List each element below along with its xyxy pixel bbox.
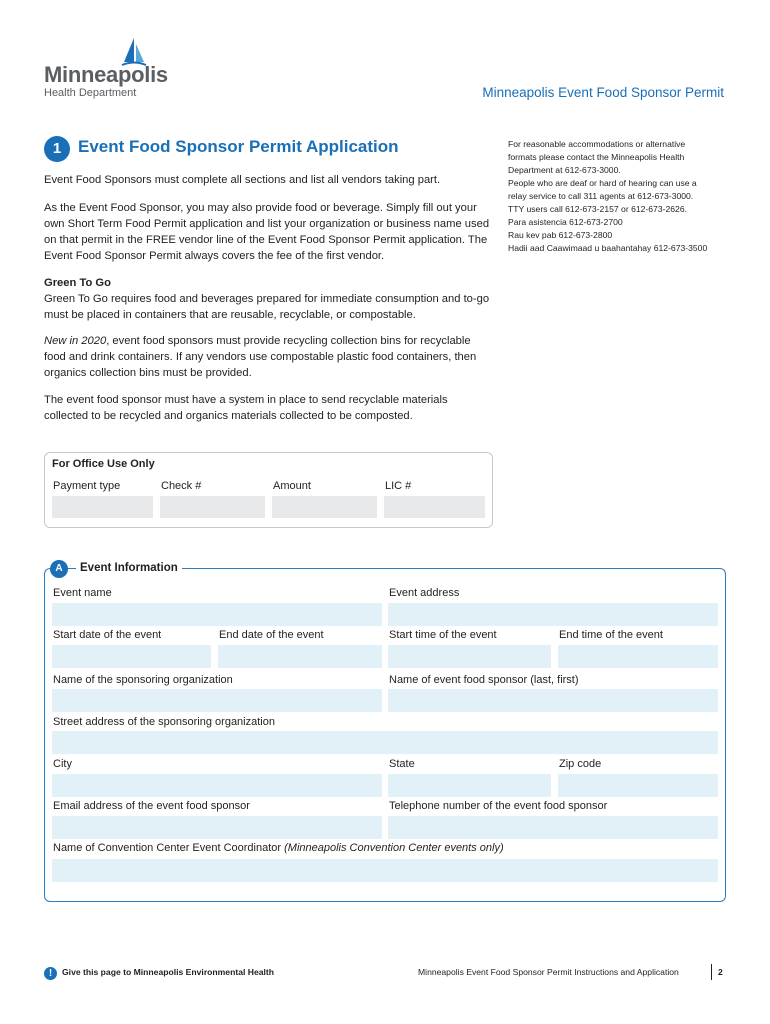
office-use-title: For Office Use Only xyxy=(52,458,155,470)
start-date-label: Start date of the event xyxy=(53,629,162,641)
lic-number-label: LIC # xyxy=(385,480,412,492)
new-in-2020-paragraph xyxy=(44,333,494,381)
new-in-2020-label: New in 2020 xyxy=(44,335,107,347)
coordinator-label xyxy=(53,842,504,854)
zip-code-label: Zip code xyxy=(559,758,602,770)
accessibility-note xyxy=(508,138,738,255)
start-time-label: Start time of the event xyxy=(389,629,497,641)
page-number: 2 xyxy=(718,967,723,977)
city-field[interactable] xyxy=(52,774,382,797)
check-number-label: Check # xyxy=(161,480,202,492)
system-paragraph xyxy=(44,392,494,424)
email-field[interactable] xyxy=(52,816,382,839)
lic-number-field[interactable] xyxy=(384,496,485,518)
note-line: Hadii aad Caawimaad u baahantahay 612-673-3500 xyxy=(508,243,708,253)
coordinator-field[interactable] xyxy=(52,859,718,882)
state-label: State xyxy=(389,758,415,770)
footer-instruction: Give this page to Minneapolis Environmental Health xyxy=(62,967,275,977)
note-line: People who are deaf or hard of hearing can use a xyxy=(508,178,697,188)
event-name-label: Event name xyxy=(53,587,112,599)
amount-label: Amount xyxy=(273,480,311,492)
section-a-badge: A xyxy=(50,560,68,578)
sponsor-text: As the Event Food Sponsor, you may also provide food or beverage. Simply fill out your own Short Term Food Permit application and list your organization or business name used on that permit in the FREE vendor line of the Event Food Sponsor Permit application. The Event Food Sponsor Permit always covers the fee of the first vendor. xyxy=(44,202,490,262)
note-line: Para asistencia 612-673-2700 xyxy=(508,217,623,227)
state-field[interactable] xyxy=(388,774,551,797)
footer-divider xyxy=(711,964,712,980)
event-information-title: Event Information xyxy=(76,562,182,574)
coordinator-label-note: (Minneapolis Convention Center events only) xyxy=(284,842,504,854)
logo-name: Minneapolis xyxy=(44,62,168,87)
note-line: TTY users call 612-673-2157 or 612-673-2626. xyxy=(508,204,687,214)
end-time-label: End time of the event xyxy=(559,629,663,641)
sponsor-org-label: Name of the sponsoring organization xyxy=(53,674,233,686)
end-date-label: End date of the event xyxy=(219,629,324,641)
note-line: For reasonable accommodations or alternative xyxy=(508,139,686,149)
check-number-field[interactable] xyxy=(160,496,265,518)
amount-field[interactable] xyxy=(272,496,377,518)
exclamation-icon: ! xyxy=(44,967,57,980)
event-address-field[interactable] xyxy=(388,603,718,626)
telephone-field[interactable] xyxy=(388,816,718,839)
intro-text: Event Food Sponsors must complete all sections and list all vendors taking part. xyxy=(44,174,441,186)
sponsor-org-field[interactable] xyxy=(52,689,382,712)
email-label: Email address of the event food sponsor xyxy=(53,800,250,812)
event-address-label: Event address xyxy=(389,587,460,599)
street-address-field[interactable] xyxy=(52,731,718,754)
start-date-field[interactable] xyxy=(52,645,211,668)
green-to-go-paragraph xyxy=(44,275,494,323)
section-title: Event Food Sponsor Permit Application xyxy=(78,137,399,156)
intro-paragraph xyxy=(44,172,494,188)
event-name-field[interactable] xyxy=(52,603,382,626)
logo-subtitle: Health Department xyxy=(44,87,137,99)
note-line: Department at 612-673-3000. xyxy=(508,165,621,175)
telephone-label: Telephone number of the event food sponsor xyxy=(389,800,608,812)
sponsor-paragraph xyxy=(44,200,494,264)
note-line: Rau kev pab 612-673-2800 xyxy=(508,230,613,240)
green-to-go-heading: Green To Go xyxy=(44,277,111,289)
coordinator-label-text: Name of Convention Center Event Coordinator xyxy=(53,842,285,854)
end-time-field[interactable] xyxy=(558,645,718,668)
end-date-field[interactable] xyxy=(218,645,382,668)
payment-type-label: Payment type xyxy=(53,480,121,492)
zip-code-field[interactable] xyxy=(558,774,718,797)
document-title: Minneapolis Event Food Sponsor Permit xyxy=(482,85,724,100)
system-text: The event food sponsor must have a system in place to send recyclable materials collected to be recycled and organics materials collected to be composted. xyxy=(44,394,448,422)
new-in-2020-text: , event food sponsors must provide recycling collection bins for recyclable food and drink containers. If any vendors use compostable plastic food containers, then organics collection bins must be provided. xyxy=(44,335,477,379)
footer-document-name: Minneapolis Event Food Sponsor Permit Instructions and Application xyxy=(418,967,679,977)
note-line: formats please contact the Minneapolis Health xyxy=(508,152,685,162)
section-number-badge: 1 xyxy=(44,136,70,162)
start-time-field[interactable] xyxy=(388,645,551,668)
street-address-label: Street address of the sponsoring organization xyxy=(53,716,275,728)
note-line: relay service to call 311 agents at 612-673-3000. xyxy=(508,191,694,201)
city-label: City xyxy=(53,758,72,770)
payment-type-field[interactable] xyxy=(52,496,153,518)
sponsor-name-field[interactable] xyxy=(388,689,718,712)
sponsor-name-label: Name of event food sponsor (last, first) xyxy=(389,674,579,686)
green-to-go-text: Green To Go requires food and beverages prepared for immediate consumption and to-go must be placed in containers that are reusable, recyclable, or compostable. xyxy=(44,293,490,321)
